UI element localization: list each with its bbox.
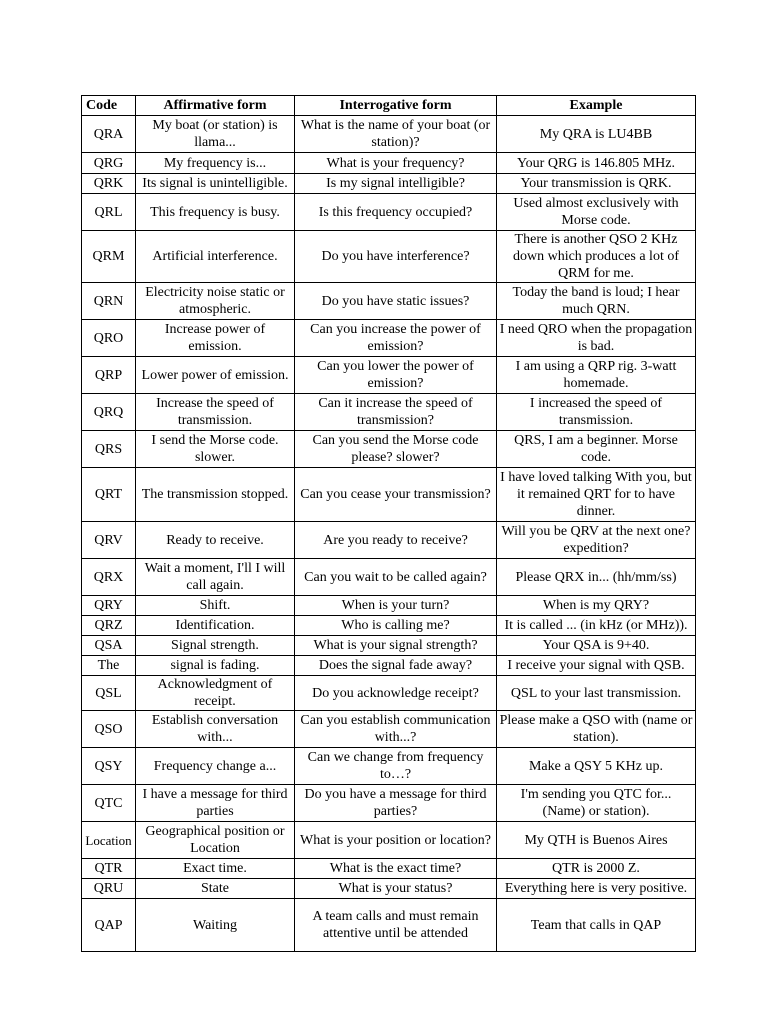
affirmative-cell: My frequency is... [136, 153, 295, 174]
example-cell: My QRA is LU4BB [497, 116, 696, 153]
example-cell: My QTH is Buenos Aires [497, 822, 696, 859]
interrogative-cell: What is your frequency? [295, 153, 497, 174]
code-cell: Location [82, 822, 136, 859]
table-row [82, 656, 696, 676]
code-cell: QTR [82, 859, 136, 879]
code-cell: QSO [82, 711, 136, 748]
code-cell: QRM [82, 231, 136, 283]
interrogative-cell: Can you lower the power of emission? [295, 357, 497, 394]
example-cell: There is another QSO 2 KHz down which produces a lot of QRM for me. [497, 231, 696, 283]
interrogative-cell: Can you wait to be called again? [295, 559, 497, 596]
interrogative-cell: Can it increase the speed of transmission? [295, 394, 497, 431]
q-code-table [81, 95, 696, 952]
table-row [82, 522, 696, 559]
affirmative-cell: I have a message for third parties [136, 785, 295, 822]
table-row [82, 596, 696, 616]
example-cell: When is my QRY? [497, 596, 696, 616]
affirmative-cell: Electricity noise static or atmospheric. [136, 283, 295, 320]
table-row [82, 785, 696, 822]
code-cell: QRK [82, 174, 136, 194]
table-row [82, 174, 696, 194]
interrogative-cell: Does the signal fade away? [295, 656, 497, 676]
code-cell: QRX [82, 559, 136, 596]
table-row [82, 357, 696, 394]
interrogative-cell: Is my signal intelligible? [295, 174, 497, 194]
code-cell: QRT [82, 468, 136, 522]
header-affirmative: Affirmative form [136, 96, 295, 116]
interrogative-cell: Do you acknowledge receipt? [295, 676, 497, 711]
code-cell: The [82, 656, 136, 676]
example-cell: Will you be QRV at the next one? expedition? [497, 522, 696, 559]
affirmative-cell: Acknowledgment of receipt. [136, 676, 295, 711]
affirmative-cell: Establish conversation with... [136, 711, 295, 748]
code-cell: QRO [82, 320, 136, 357]
code-cell: QRN [82, 283, 136, 320]
example-cell: Team that calls in QAP [497, 899, 696, 952]
table-row [82, 231, 696, 283]
interrogative-cell: Can we change from frequency to…? [295, 748, 497, 785]
affirmative-cell: Lower power of emission. [136, 357, 295, 394]
interrogative-cell: Do you have static issues? [295, 283, 497, 320]
interrogative-cell: Who is calling me? [295, 616, 497, 636]
table-row [82, 194, 696, 231]
code-cell: QRU [82, 879, 136, 899]
table-row [82, 879, 696, 899]
code-cell: QTC [82, 785, 136, 822]
code-cell: QRL [82, 194, 136, 231]
header-code: Code [82, 96, 136, 116]
interrogative-cell: What is your signal strength? [295, 636, 497, 656]
table-row [82, 822, 696, 859]
interrogative-cell: Can you cease your transmission? [295, 468, 497, 522]
example-cell: I'm sending you QTC for... (Name) or station). [497, 785, 696, 822]
code-cell: QRP [82, 357, 136, 394]
example-cell: I increased the speed of transmission. [497, 394, 696, 431]
affirmative-cell: signal is fading. [136, 656, 295, 676]
example-cell: Your QSA is 9+40. [497, 636, 696, 656]
interrogative-cell: What is the name of your boat (or station)? [295, 116, 497, 153]
code-cell: QAP [82, 899, 136, 952]
affirmative-cell: Waiting [136, 899, 295, 952]
code-cell: QSA [82, 636, 136, 656]
code-cell: QRA [82, 116, 136, 153]
example-cell: Your QRG is 146.805 MHz. [497, 153, 696, 174]
table-row [82, 431, 696, 468]
code-cell: QRQ [82, 394, 136, 431]
affirmative-cell: The transmission stopped. [136, 468, 295, 522]
affirmative-cell: This frequency is busy. [136, 194, 295, 231]
code-cell: QRV [82, 522, 136, 559]
example-cell: Make a QSY 5 KHz up. [497, 748, 696, 785]
example-cell: QTR is 2000 Z. [497, 859, 696, 879]
interrogative-cell: Can you establish communication with...? [295, 711, 497, 748]
example-cell: I have loved talking With you, but it remained QRT for to have dinner. [497, 468, 696, 522]
affirmative-cell: Exact time. [136, 859, 295, 879]
table-row [82, 559, 696, 596]
table-row [82, 468, 696, 522]
example-cell: Your transmission is QRK. [497, 174, 696, 194]
interrogative-cell: A team calls and must remain attentive until be attended [295, 899, 497, 952]
table-row [82, 394, 696, 431]
table-row [82, 676, 696, 711]
interrogative-cell: Do you have interference? [295, 231, 497, 283]
affirmative-cell: Identification. [136, 616, 295, 636]
code-cell: QRS [82, 431, 136, 468]
example-cell: I am using a QRP rig. 3-watt homemade. [497, 357, 696, 394]
table-row [82, 711, 696, 748]
header-interrogative: Interrogative form [295, 96, 497, 116]
example-cell: Today the band is loud; I hear much QRN. [497, 283, 696, 320]
affirmative-cell: Increase the speed of transmission. [136, 394, 295, 431]
example-cell: Used almost exclusively with Morse code. [497, 194, 696, 231]
table-row [82, 636, 696, 656]
code-cell: QSL [82, 676, 136, 711]
interrogative-cell: Can you increase the power of emission? [295, 320, 497, 357]
affirmative-cell: Wait a moment, I'll I will call again. [136, 559, 295, 596]
code-cell: QRY [82, 596, 136, 616]
affirmative-cell: Signal strength. [136, 636, 295, 656]
interrogative-cell: Are you ready to receive? [295, 522, 497, 559]
affirmative-cell: Increase power of emission. [136, 320, 295, 357]
example-cell: Please QRX in... (hh/mm/ss) [497, 559, 696, 596]
interrogative-cell: Can you send the Morse code please? slower? [295, 431, 497, 468]
interrogative-cell: What is the exact time? [295, 859, 497, 879]
table-row [82, 616, 696, 636]
header-row [82, 96, 696, 116]
interrogative-cell: What is your position or location? [295, 822, 497, 859]
affirmative-cell: Ready to receive. [136, 522, 295, 559]
table-body [82, 116, 696, 952]
table-row [82, 748, 696, 785]
interrogative-cell: When is your turn? [295, 596, 497, 616]
example-cell: Everything here is very positive. [497, 879, 696, 899]
table-row [82, 899, 696, 952]
interrogative-cell: Is this frequency occupied? [295, 194, 497, 231]
table-row [82, 153, 696, 174]
header-example: Example [497, 96, 696, 116]
example-cell: Please make a QSO with (name or station). [497, 711, 696, 748]
affirmative-cell: Its signal is unintelligible. [136, 174, 295, 194]
interrogative-cell: What is your status? [295, 879, 497, 899]
affirmative-cell: My boat (or station) is llama... [136, 116, 295, 153]
affirmative-cell: I send the Morse code. slower. [136, 431, 295, 468]
example-cell: It is called ... (in kHz (or MHz)). [497, 616, 696, 636]
example-cell: I need QRO when the propagation is bad. [497, 320, 696, 357]
affirmative-cell: Shift. [136, 596, 295, 616]
code-cell: QRZ [82, 616, 136, 636]
example-cell: I receive your signal with QSB. [497, 656, 696, 676]
affirmative-cell: Artificial interference. [136, 231, 295, 283]
affirmative-cell: Geographical position or Location [136, 822, 295, 859]
interrogative-cell: Do you have a message for third parties? [295, 785, 497, 822]
code-cell: QRG [82, 153, 136, 174]
table-row [82, 859, 696, 879]
example-cell: QSL to your last transmission. [497, 676, 696, 711]
table-row [82, 283, 696, 320]
table-row [82, 320, 696, 357]
code-cell: QSY [82, 748, 136, 785]
affirmative-cell: State [136, 879, 295, 899]
example-cell: QRS, I am a beginner. Morse code. [497, 431, 696, 468]
table-row [82, 116, 696, 153]
affirmative-cell: Frequency change a... [136, 748, 295, 785]
